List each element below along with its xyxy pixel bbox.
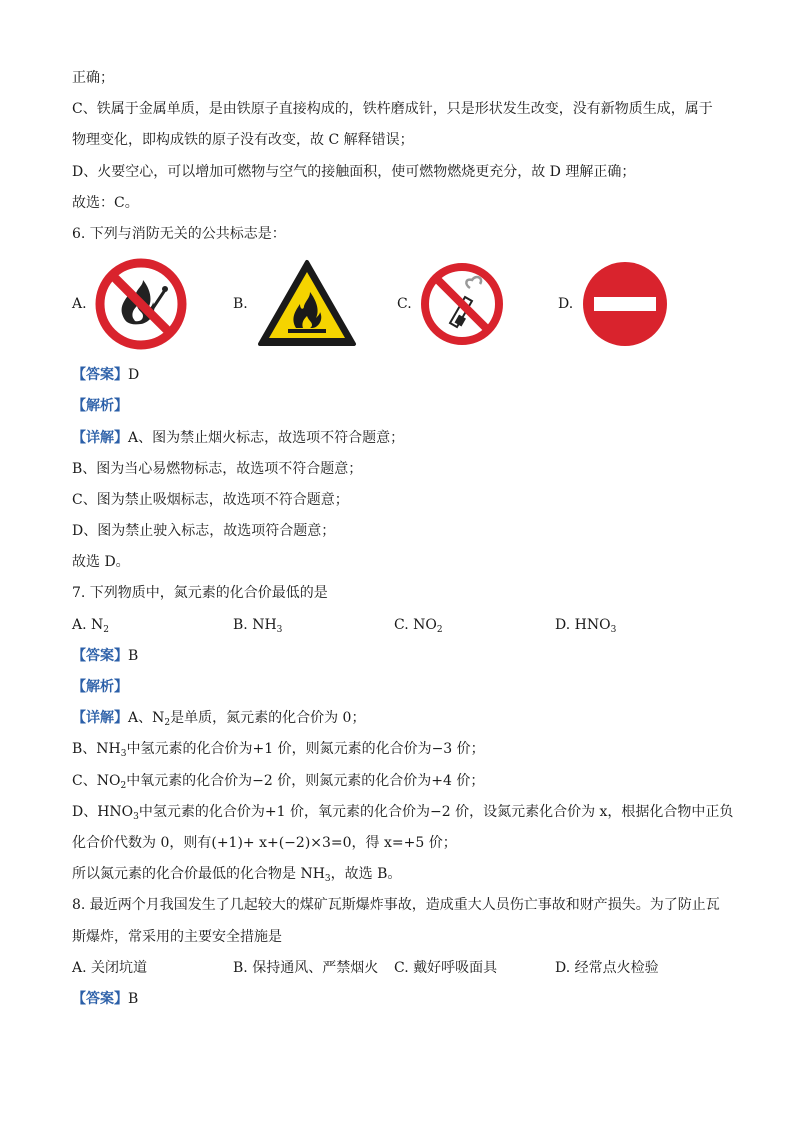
option-b: B. 保持通风、严禁烟火 (233, 959, 379, 976)
detail-text: B、NH (72, 741, 121, 758)
subscript: 3 (276, 624, 283, 635)
detail-tag: 【详解】 (72, 710, 128, 727)
detail-text: ，故选 B。 (330, 866, 402, 883)
option-a (72, 610, 233, 641)
answer-line (72, 984, 724, 1015)
question-6-options (72, 256, 724, 356)
detail-text: C、NO (72, 772, 121, 789)
detail-line (72, 734, 724, 765)
document-page (72, 63, 734, 1015)
option-label: A. (72, 296, 87, 313)
detail-line: 化合价代数为 0，则有(+1)+ x+(−2)×3=0，得 x=+5 价； (72, 834, 457, 851)
subscript: 2 (103, 624, 109, 635)
analysis-tag: 【解析】 (72, 679, 128, 695)
detail-text: 中氧元素的化合价为−2 价，则氮元素的化合价为+4 价； (126, 772, 485, 789)
option-text: B. NH (233, 616, 277, 633)
option-c: C. 戴好呼吸面具 (394, 959, 498, 976)
detail-text: 中氢元素的化合价为+1 价，氧元素的化合价为−2 价，设氮元素化合价为 x，根据化合物中正负 (138, 803, 734, 820)
paragraph: 故选：C。 (72, 194, 139, 211)
question-8-options (72, 953, 724, 984)
detail-text: A、图为禁止烟火标志，故选项不符合题意； (128, 429, 405, 446)
option-text: A. N (72, 616, 104, 633)
analysis-tag: 【解析】 (72, 398, 128, 415)
option-a (72, 256, 187, 352)
question-8-stem: 8. 最近两个月我国发生了几起较大的煤矿瓦斯爆炸事故，造成重大人员伤亡事故和财产损失。为了防止瓦 (72, 897, 720, 914)
detail-text: 是单质，氮元素的化合价为 0； (170, 710, 366, 727)
no-entry-icon (581, 260, 669, 348)
option-label: D. (558, 296, 574, 313)
paragraph: D、火要空心，可以增加可燃物与空气的接触面积，使可燃物燃烧更充分，故 D 理解正确； (72, 163, 636, 180)
option-label: C. (397, 296, 412, 313)
option-a: A. 关闭坑道 (72, 959, 148, 976)
option-b (233, 256, 358, 352)
question-7-stem: 7. 下列物质中，氮元素的化合价最低的是 (72, 585, 328, 602)
detail-text: 中氢元素的化合价为+1 价，则氮元素的化合价为−3 价； (126, 741, 485, 758)
detail-line: D、图为禁止驶入标志，故选项符合题意； (72, 523, 336, 540)
answer-value: B (128, 647, 139, 664)
option-text: D. HNO (555, 616, 611, 633)
question-7-options (72, 610, 724, 641)
detail-line (72, 423, 724, 454)
detail-line (72, 703, 724, 734)
paragraph: 物理变化，即构成铁的原子没有改变，故 C 解释错误； (72, 132, 414, 149)
option-d: D. 经常点火检验 (555, 959, 659, 976)
paragraph: C、铁属于金属单质，是由铁原子直接构成的，铁杵磨成针，只是形状发生改变，没有新物质生成，属于 (72, 101, 713, 118)
question-8-stem: 斯爆炸，常采用的主要安全措施是 (72, 928, 282, 945)
flammable-warning-icon (256, 258, 358, 350)
answer-tag: 【答案】 (72, 647, 128, 664)
detail-line: B、图为当心易燃物标志，故选项不符合题意； (72, 460, 363, 477)
answer-value: D (128, 367, 140, 384)
option-label: B. (233, 296, 248, 313)
answer-line (72, 360, 724, 391)
detail-text: D、HNO (72, 803, 134, 820)
subscript: 3 (610, 624, 617, 635)
answer-value: B (128, 990, 139, 1007)
paragraph: 正确； (72, 70, 114, 86)
answer-tag: 【答案】 (72, 367, 128, 384)
subscript: 3 (133, 811, 139, 822)
question-6-stem: 6. 下列与消防无关的公共标志是： (72, 225, 286, 242)
analysis-line (72, 391, 724, 422)
option-c (394, 610, 555, 641)
subscript: 3 (324, 874, 331, 885)
detail-tag: 【详解】 (72, 429, 128, 446)
subscript: 2 (436, 624, 443, 635)
option-c (397, 256, 504, 352)
option-b (233, 610, 394, 641)
detail-line (72, 766, 724, 797)
detail-text: 所以氮元素的化合价最低的化合物是 NH (72, 866, 325, 883)
option-d (555, 610, 716, 641)
no-fire-sign-icon (95, 258, 187, 350)
detail-line: C、图为禁止吸烟标志，故选项不符合题意； (72, 491, 349, 508)
no-smoking-icon (420, 262, 504, 346)
subscript: 2 (164, 718, 171, 729)
analysis-line (72, 672, 724, 703)
conclusion-line (72, 859, 724, 890)
conclusion-line: 故选 D。 (72, 554, 130, 571)
subscript: 3 (120, 749, 127, 760)
answer-line (72, 641, 724, 672)
detail-line (72, 797, 734, 828)
answer-tag: 【答案】 (72, 990, 128, 1007)
subscript: 2 (120, 780, 127, 791)
option-text: C. NO (394, 616, 437, 633)
option-d (558, 256, 669, 352)
detail-text: A、N (128, 710, 165, 727)
